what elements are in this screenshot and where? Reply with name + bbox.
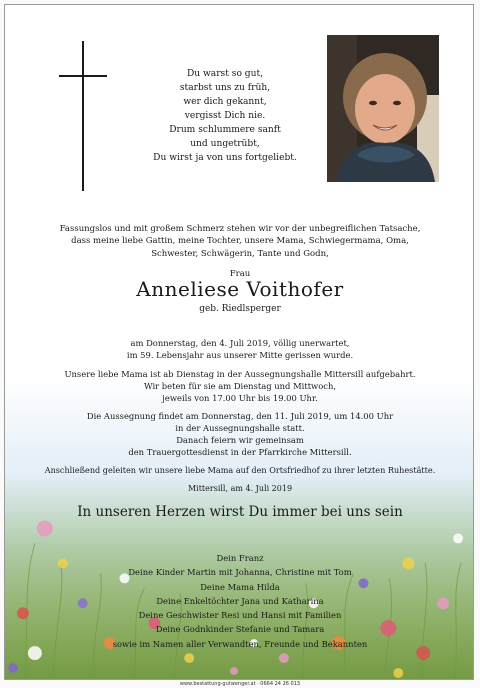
cross-icon	[55, 37, 115, 197]
deceased-birth-name: geb. Riedlsperger	[199, 304, 281, 314]
mourners-list	[5, 551, 474, 651]
intro-line: Fassungslos und mit großem Schmerz stehen wir vor der unbegreiflichen Tatsache,	[59, 224, 421, 234]
poem-line: Du warst so gut,	[186, 69, 264, 79]
portrait-photo	[327, 35, 439, 182]
mourner-line: Deine Enkeltöchter Jana und Katharina	[156, 595, 324, 606]
parte-frame	[4, 4, 474, 680]
deceased-title: Frau	[229, 269, 251, 279]
death-notice-line: am Donnerstag, den 4. Juli 2019, völlig unerwartet,	[130, 338, 350, 348]
portrait-illustration	[327, 35, 439, 182]
mourner-line: Dein Franz	[216, 553, 264, 563]
intro-line: dass meine liebe Gattin, meine Tochter, unsere Mama, Schwiegermama, Oma,	[71, 236, 409, 247]
mourner-line: Deine Kinder Martin mit Johanna, Christine mit Tom	[128, 567, 352, 578]
deceased-name: Anneliese Voithofer	[136, 277, 344, 301]
place-date: Mittersill, am 4. Juli 2019	[187, 484, 293, 493]
poem-line: vergisst Dich nie.	[184, 111, 266, 121]
death-notice	[5, 337, 474, 361]
poem-line: Du wirst ja von uns fortgeliebt.	[153, 153, 297, 163]
poem	[130, 67, 320, 165]
intro-text	[25, 223, 455, 260]
poem-line: Drum schlummere sanft	[169, 125, 281, 135]
mourner-line: Deine Godnkinder Stefanie und Tamara	[155, 624, 325, 635]
viewing-line: Unsere liebe Mama ist ab Dienstag in der Aussegnungshalle Mittersill aufgebahrt.	[64, 369, 416, 379]
viewing-line: Wir beten für sie am Dienstag und Mittwoch,	[143, 381, 337, 391]
intro-line: Schwester, Schwägerin, Tante und Godn,	[151, 248, 329, 259]
funeral-line: Danach feiern wir gemeinsam	[176, 435, 304, 445]
mourner-line: sowie im Namen aller Verwandten, Freunde und Bekannten	[112, 638, 368, 649]
poem-line: starbst uns zu früh,	[179, 83, 271, 93]
funeral-line: den Trauergottesdienst in der Pfarrkirche Mittersill.	[128, 447, 352, 457]
poem-line: wer dich gekannt,	[183, 97, 267, 107]
viewing-info	[5, 368, 474, 404]
mourner-line: Deine Mama Hilda	[200, 581, 280, 592]
viewing-line: jeweils von 17.00 Uhr bis 19.00 Uhr.	[162, 393, 318, 403]
memorial-motto: In unseren Herzen wirst Du immer bei uns sein	[77, 504, 403, 520]
burial-info	[5, 464, 474, 476]
burial-line: Anschließend geleiten wir unsere liebe Mama auf den Ortsfriedhof zu ihrer letzten Ruhestätte.	[44, 465, 436, 475]
funeral-info	[5, 410, 474, 458]
death-notice-line: im 59. Lebensjahr aus unserer Mitte gerissen wurde.	[126, 350, 354, 360]
funeral-home-footer: www.bestattung-gutwenger.at · 0664 24 26 013	[179, 681, 301, 687]
poem-line: und ungetrübt,	[190, 139, 260, 149]
mourner-line: Deine Geschwister Resi und Hansi mit Familien	[138, 610, 342, 621]
funeral-line: in der Aussegnungshalle statt.	[175, 423, 305, 433]
funeral-line: Die Aussegnung findet am Donnerstag, den 11. Juli 2019, um 14.00 Uhr	[86, 411, 394, 421]
